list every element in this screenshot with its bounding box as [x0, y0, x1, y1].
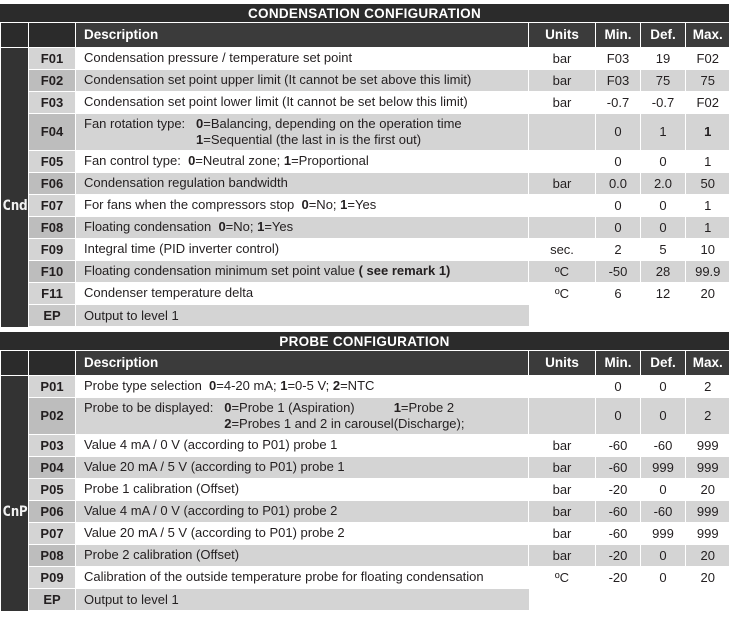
row-max: 999 [686, 457, 729, 479]
row-description [76, 173, 529, 195]
row-units: bar [529, 501, 596, 523]
row-def: 19 [641, 47, 686, 69]
row-min: -20 [596, 545, 641, 567]
row-def: 0 [641, 217, 686, 239]
header-code [29, 351, 76, 375]
footer-description: Output to level 1 [76, 589, 529, 611]
header-corner [1, 351, 29, 375]
section-grid-probe [0, 351, 729, 611]
row-description-text: Value 4 mA / 0 V (according to P01) probe 1 [84, 437, 338, 453]
option-text: =No; [308, 197, 341, 213]
row-max: F02 [686, 47, 729, 69]
row-units [529, 217, 596, 239]
row-description-text: Condenser temperature delta [84, 285, 254, 301]
row-description [76, 435, 529, 457]
section-badge-spine [1, 91, 29, 113]
section-probe [0, 331, 729, 611]
row-description [76, 239, 529, 261]
section-badge-spine [1, 69, 29, 91]
row-description [76, 567, 529, 589]
row-min: F03 [596, 69, 641, 91]
header-max: Max. [686, 23, 729, 47]
row-min: 0 [596, 217, 641, 239]
section-badge-spine [1, 239, 29, 261]
option-key: 1 [257, 219, 265, 235]
row-description-text: Probe 1 calibration (Offset) [84, 481, 240, 497]
row-code[interactable]: P07 [29, 523, 76, 545]
section-badge-spine [1, 457, 29, 479]
row-max: 20 [686, 283, 729, 305]
row-units: ºC [529, 567, 596, 589]
row-option-label: Fan control type: [84, 153, 189, 169]
row-def: 1 [641, 113, 686, 151]
option-text: =Probes 1 and 2 in carousel [231, 415, 394, 431]
row-min: -60 [596, 435, 641, 457]
row-units: sec. [529, 239, 596, 261]
table-header-row [1, 351, 729, 375]
sections-container [0, 3, 729, 611]
section-title-probe: PROBE CONFIGURATION [0, 331, 729, 351]
row-option-label: Floating condensation [84, 219, 219, 235]
row-def: 999 [641, 457, 686, 479]
footer-description: Output to level 1 [76, 305, 529, 327]
option-key: 1 [393, 399, 401, 415]
row-code[interactable]: F02 [29, 69, 76, 91]
row-def: -60 [641, 501, 686, 523]
option-key: 1 [196, 131, 204, 147]
row-min: -20 [596, 479, 641, 501]
row-description-text: Condensation set point lower limit (It cannot be set below this limit) [84, 93, 468, 109]
row-units [529, 375, 596, 397]
table-footer-row[interactable] [1, 305, 729, 327]
row-code[interactable]: P09 [29, 567, 76, 589]
section-badge-spine [1, 479, 29, 501]
section-badge-condensation [1, 47, 29, 69]
table-row[interactable] [1, 69, 729, 91]
row-description-text: Condensation pressure / temperature set point [84, 49, 353, 65]
row-units: bar [529, 69, 596, 91]
row-min: -50 [596, 261, 641, 283]
option-key: 2 [332, 377, 341, 393]
row-max: 99.9 [686, 261, 729, 283]
row-description [76, 69, 529, 91]
table-row[interactable] [1, 47, 729, 69]
row-min: -60 [596, 457, 641, 479]
row-units [529, 397, 596, 435]
row-def: 0 [641, 545, 686, 567]
row-code[interactable]: P04 [29, 457, 76, 479]
option-key: 0 [196, 115, 204, 131]
row-units [529, 151, 596, 173]
row-max: 1 [686, 195, 729, 217]
option-text: =Yes [264, 219, 294, 235]
option-text: =Probe 2 (Discharge); [393, 399, 465, 431]
header-def: Def. [641, 23, 686, 47]
row-description-text: Condensation set point upper limit (It cannot be set above this limit) [84, 71, 472, 87]
row-code[interactable]: F09 [29, 239, 76, 261]
section-badge-label: Cnd [1, 197, 27, 214]
section-title-condensation: CONDENSATION CONFIGURATION [0, 3, 729, 23]
row-description [76, 195, 529, 217]
row-max: 999 [686, 523, 729, 545]
row-code[interactable]: F03 [29, 91, 76, 113]
row-option [224, 400, 393, 416]
section-badge-spine [1, 435, 29, 457]
row-code[interactable]: F07 [29, 195, 76, 217]
section-badge-label: CnP [1, 503, 27, 520]
section-badge-spine [1, 113, 29, 151]
row-min: 0 [596, 151, 641, 173]
section-badge-spine [1, 397, 29, 435]
row-description-text: Integral time (PID inverter control) [84, 241, 280, 257]
row-max: 75 [686, 69, 729, 91]
row-max: 1 [686, 113, 729, 151]
row-def: 0 [641, 567, 686, 589]
row-max: 999 [686, 435, 729, 457]
row-units: bar [529, 523, 596, 545]
row-def: 0 [641, 195, 686, 217]
table-row[interactable] [1, 501, 729, 523]
option-text: =Balancing, depending on the operation time [203, 115, 462, 131]
table-row[interactable] [1, 283, 729, 305]
row-min: 0 [596, 397, 641, 435]
row-description [76, 47, 529, 69]
row-code[interactable]: F04 [29, 113, 76, 151]
table-row[interactable] [1, 261, 729, 283]
row-option [196, 132, 462, 148]
row-option-list [196, 116, 462, 149]
option-text: =Yes [347, 197, 377, 213]
option-key: 0 [301, 197, 309, 213]
option-text: =NTC [340, 377, 375, 393]
option-key: 1 [283, 153, 292, 169]
row-def: 0 [641, 151, 686, 173]
row-code[interactable]: P02 [29, 397, 76, 435]
section-badge-probe [1, 375, 29, 397]
row-units: bar [529, 91, 596, 113]
row-code[interactable]: P06 [29, 501, 76, 523]
header-min: Min. [596, 23, 641, 47]
section-badge-spine [1, 589, 29, 611]
table-row[interactable] [1, 435, 729, 457]
row-description [76, 261, 529, 283]
row-description [76, 151, 529, 173]
row-description [76, 217, 529, 239]
option-text: =No; [225, 219, 258, 235]
row-def: 5 [641, 239, 686, 261]
row-min: -20 [596, 567, 641, 589]
row-min: 0.0 [596, 173, 641, 195]
footer-code[interactable]: EP [29, 589, 76, 611]
row-def: 12 [641, 283, 686, 305]
option-text: =Probe 1 (Aspiration) [231, 399, 355, 415]
row-units: ºC [529, 283, 596, 305]
option-text: =Proportional [291, 153, 369, 169]
table-header-row [1, 23, 729, 47]
option-text: =Neutral zone; [195, 153, 284, 169]
row-code[interactable]: F01 [29, 47, 76, 69]
table-row[interactable] [1, 523, 729, 545]
table-row[interactable] [1, 567, 729, 589]
row-option-label: For fans when the compressors stop [84, 197, 302, 213]
header-max: Max. [686, 351, 729, 375]
row-option-label: Probe to be displayed: [84, 399, 225, 415]
row-min: -60 [596, 501, 641, 523]
row-min: 0 [596, 113, 641, 151]
row-min: -0.7 [596, 91, 641, 113]
row-units [529, 195, 596, 217]
row-units: bar [529, 545, 596, 567]
row-def: -0.7 [641, 91, 686, 113]
header-units: Units [529, 351, 596, 375]
row-option-label: Probe type selection [84, 377, 210, 393]
row-units [529, 113, 596, 151]
row-code[interactable]: F08 [29, 217, 76, 239]
section-badge-spine [1, 501, 29, 523]
row-description-text: Condensation regulation bandwidth [84, 175, 288, 191]
section-badge-spine [1, 283, 29, 305]
section-badge-spine [1, 173, 29, 195]
row-max: F02 [686, 91, 729, 113]
row-description-text: Calibration of the outside temperature probe for floating condensation [84, 569, 484, 585]
table-row[interactable] [1, 375, 729, 397]
row-description-text: Value 20 mA / 5 V (according to P01) probe 2 [84, 525, 345, 541]
row-description-text: Floating condensation minimum set point value [84, 263, 359, 279]
row-description-text: Probe 2 calibration (Offset) [84, 547, 240, 563]
row-code[interactable]: F11 [29, 283, 76, 305]
option-text: =0-5 V; [287, 377, 333, 393]
row-option [196, 116, 462, 132]
row-code[interactable]: P05 [29, 479, 76, 501]
row-def: 75 [641, 69, 686, 91]
option-key: 1 [340, 197, 348, 213]
row-min: 0 [596, 375, 641, 397]
header-description: Description [76, 351, 529, 375]
row-max: 50 [686, 173, 729, 195]
row-units: bar [529, 457, 596, 479]
row-code[interactable]: P08 [29, 545, 76, 567]
row-option-label: Fan rotation type: [84, 115, 197, 131]
row-def: 0 [641, 375, 686, 397]
row-description-text: Value 4 mA / 0 V (according to P01) probe 2 [84, 503, 338, 519]
header-code [29, 23, 76, 47]
row-description-text: Value 20 mA / 5 V (according to P01) probe 1 [84, 459, 345, 475]
header-def: Def. [641, 351, 686, 375]
section-badge-spine [1, 217, 29, 239]
row-option [224, 416, 393, 432]
row-units: ºC [529, 261, 596, 283]
row-min: 6 [596, 283, 641, 305]
table-row[interactable] [1, 151, 729, 173]
option-text: =Sequential (the last in is the first out) [203, 131, 422, 147]
option-key: 0 [218, 219, 226, 235]
option-key: 0 [224, 399, 232, 415]
row-def: 2.0 [641, 173, 686, 195]
row-max: 20 [686, 567, 729, 589]
section-grid-condensation [0, 23, 729, 327]
header-min: Min. [596, 351, 641, 375]
row-def: 999 [641, 523, 686, 545]
section-badge-spine [1, 151, 29, 173]
table-row[interactable] [1, 457, 729, 479]
section-badge-spine [1, 523, 29, 545]
row-max: 1 [686, 217, 729, 239]
row-description [76, 283, 529, 305]
row-description [76, 397, 529, 435]
row-description [76, 545, 529, 567]
section-badge-spine [1, 545, 29, 567]
table-row[interactable] [1, 239, 729, 261]
row-units: bar [529, 173, 596, 195]
table-row[interactable] [1, 217, 729, 239]
table-footer-row[interactable] [1, 589, 729, 611]
row-units: bar [529, 435, 596, 457]
row-max: 2 [686, 397, 729, 435]
row-option-right [394, 400, 522, 433]
table-row[interactable] [1, 545, 729, 567]
row-min: -60 [596, 523, 641, 545]
table-row[interactable] [1, 113, 729, 151]
row-code[interactable]: F05 [29, 151, 76, 173]
row-max: 10 [686, 239, 729, 261]
footer-code[interactable]: EP [29, 305, 76, 327]
row-code[interactable]: F10 [29, 261, 76, 283]
row-min: F03 [596, 47, 641, 69]
section-badge-spine [1, 195, 29, 217]
row-description [76, 523, 529, 545]
row-code[interactable]: P03 [29, 435, 76, 457]
row-max: 1 [686, 151, 729, 173]
option-key: 1 [280, 377, 288, 393]
option-key: 2 [224, 415, 232, 431]
header-corner [1, 23, 29, 47]
row-option-list [224, 400, 393, 433]
table-row[interactable] [1, 397, 729, 435]
row-description [76, 479, 529, 501]
row-def: -60 [641, 435, 686, 457]
row-description-remark: ( see remark 1) [358, 263, 451, 279]
row-units: bar [529, 47, 596, 69]
row-description [76, 113, 529, 151]
row-def: 0 [641, 397, 686, 435]
row-description [76, 501, 529, 523]
section-badge-spine [1, 305, 29, 327]
section-badge-spine [1, 567, 29, 589]
option-text: =4-20 mA; [216, 377, 281, 393]
row-min: 0 [596, 195, 641, 217]
row-max: 999 [686, 501, 729, 523]
row-max: 20 [686, 545, 729, 567]
row-min: 2 [596, 239, 641, 261]
table-row[interactable] [1, 91, 729, 113]
row-code[interactable]: P01 [29, 375, 76, 397]
row-def: 28 [641, 261, 686, 283]
option-key: 0 [188, 153, 196, 169]
table-row[interactable] [1, 479, 729, 501]
row-code[interactable]: F06 [29, 173, 76, 195]
row-def: 0 [641, 479, 686, 501]
table-row[interactable] [1, 173, 729, 195]
row-max: 2 [686, 375, 729, 397]
section-condensation [0, 3, 729, 327]
row-option-left [84, 400, 394, 433]
section-badge-spine [1, 261, 29, 283]
row-units: bar [529, 479, 596, 501]
header-units: Units [529, 23, 596, 47]
table-row[interactable] [1, 195, 729, 217]
header-description: Description [76, 23, 529, 47]
row-max: 20 [686, 479, 729, 501]
option-key: 0 [209, 377, 217, 393]
row-description [76, 91, 529, 113]
row-description [76, 375, 529, 397]
row-description [76, 457, 529, 479]
row-option-columns [84, 400, 522, 433]
